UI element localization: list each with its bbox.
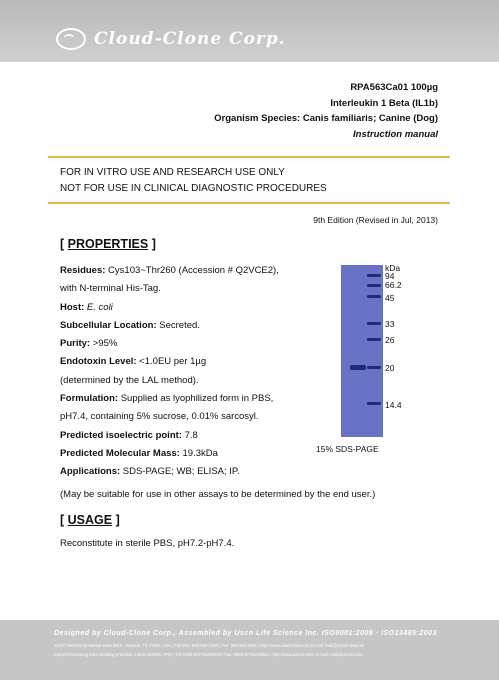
product-name: Interleukin 1 Beta (IL1b) [330, 97, 438, 109]
gel-band [367, 338, 381, 341]
residues-value: Cys103~Thr260 (Accession # Q2VCE2), [105, 265, 279, 276]
endotoxin-value: <1.0EU per 1µg [136, 356, 207, 368]
gel-marker-label: 20 [385, 363, 395, 373]
gel-marker-label: 66.2 [385, 280, 402, 290]
residues-label: Residues: [60, 265, 106, 276]
instruction-manual-label: Instruction manual [353, 128, 438, 140]
molecular-mass-value: 19.3kDa [179, 447, 218, 459]
endotoxin-cont: (determined by the LAL method). [60, 374, 199, 386]
formulation-label: Formulation: [60, 393, 119, 405]
host-label: Host: [60, 301, 85, 313]
purity-label: Purity: [60, 338, 91, 350]
residues-row [60, 262, 279, 280]
organism-species: Organism Species: Canis familiaris; Canine (Dog) [214, 113, 438, 124]
properties-heading: [ PROPERTIES ] [60, 237, 156, 251]
endotoxin-label: Endotoxin Level: [60, 356, 137, 368]
subcellular-row [60, 317, 279, 335]
molecular-mass-label: Predicted Molecular Mass: [60, 447, 180, 459]
applications-label: Applications: [60, 466, 121, 478]
isoelectric-row [60, 427, 279, 445]
gel-unit-label: kDa [385, 263, 401, 273]
gel-marker-label: 14.4 [385, 400, 402, 410]
product-title-block [214, 80, 438, 142]
gel-band [367, 322, 381, 325]
usage-heading-text: USAGE [67, 513, 113, 527]
applications-row [60, 463, 279, 481]
sds-page-gel-image [341, 265, 383, 437]
subcellular-label: Subcellular Location: [60, 319, 157, 331]
suitability-note: (May be suitable for use in other assays to be determined by the end user.) [60, 489, 376, 500]
gel-marker-label: 94 [385, 271, 395, 281]
gel-marker-label: 26 [385, 335, 395, 345]
gel-band [367, 284, 381, 287]
host-row [60, 299, 279, 317]
purity-row [60, 335, 279, 353]
subcellular-value: Secreted. [156, 319, 200, 331]
gel-band [367, 366, 381, 369]
properties-heading-text: PROPERTIES [67, 237, 149, 251]
molecular-mass-row [60, 445, 279, 463]
purity-value: >95% [90, 338, 118, 350]
applications-value: SDS-PAGE; WB; ELISA; IP. [120, 466, 240, 478]
usage-text: Reconstitute in sterile PBS, pH7.2-pH7.4. [60, 538, 235, 549]
endotoxin-row [60, 353, 279, 371]
gel-marker-label: 45 [385, 293, 395, 303]
company-logo [56, 28, 286, 50]
formulation-row [60, 390, 279, 408]
formulation-cont: pH7.4, containing 5% sucrose, 0.01% sarcosyl. [60, 411, 259, 423]
footer-us-address: 1137C Richmond Avenue Suite 9918, Houston, TX 77082, USA | Toll-free: 800-660-7400 | Fax: 866-933-3396 | http://www.cloud-clone.us | E-mail: mail@cloud-clone.us [54, 643, 365, 648]
page-footer [0, 620, 499, 680]
gel-band [367, 274, 381, 277]
research-use-notice [60, 165, 327, 197]
gel-band-sample [350, 365, 366, 370]
host-value: E. coli [86, 301, 113, 313]
gel-caption: 15% SDS-PAGE [316, 444, 379, 454]
gel-marker-label: 33 [385, 319, 395, 329]
isoelectric-value: 7.8 [181, 429, 198, 441]
isoelectric-label: Predicted isoelectric point: [60, 429, 182, 441]
usage-heading: [ USAGE ] [60, 513, 120, 527]
divider-middle [48, 202, 450, 204]
residues-cont: with N-terminal His-Tag. [60, 283, 161, 295]
product-code: RPA563Ca01 100µg [350, 82, 438, 93]
footer-credits: Designed by Cloud-Clone Corp., Assembled by Uscn Life Science Inc. ISO9001:2008 · ISO13485:2003 [54, 630, 437, 637]
divider-top [48, 156, 450, 158]
research-use-line: FOR IN VITRO USE AND RESEARCH USE ONLY [60, 167, 285, 178]
gel-band [367, 402, 381, 405]
properties-list [60, 262, 279, 482]
clinical-use-line: NOT FOR USE IN CLINICAL DIAGNOSTIC PROCEDURES [60, 183, 327, 194]
company-name: Cloud-Clone Corp. [94, 29, 286, 49]
gel-band [367, 295, 381, 298]
page-header [0, 0, 499, 62]
cloud-logo-icon [56, 28, 86, 50]
footer-cn-address: Export Processing Zone Building 5 Wuhan, Hubei 430056, PRC | Tel: 0086-027-84259002 | Fax: 0086-27-84259551 | http://www.uscnk.com | E-mail: mail@uscnk.com [54, 652, 363, 657]
formulation-value: Supplied as lyophilized form in PBS, [118, 393, 274, 405]
edition-label: 9th Edition (Revised in Jul, 2013) [313, 215, 438, 225]
